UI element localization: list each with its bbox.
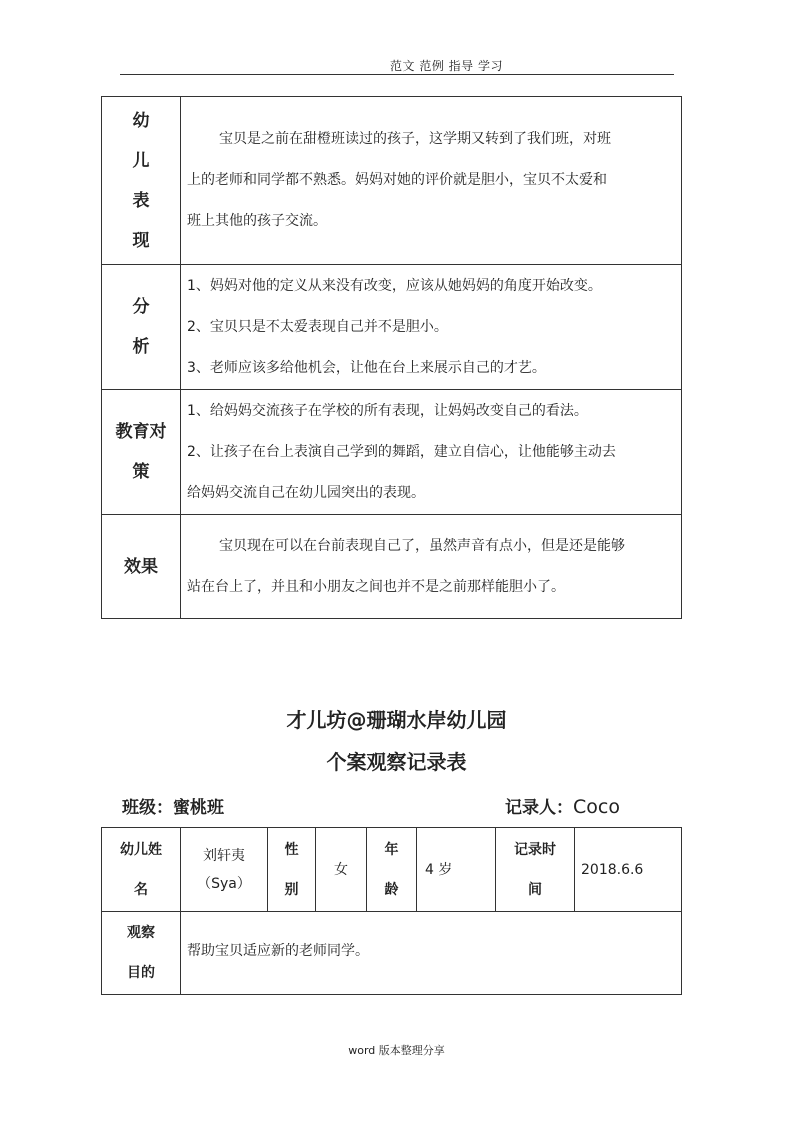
age-value: 4 岁	[417, 828, 496, 912]
gender-value: 女	[316, 828, 367, 912]
form-title: 个案观察记录表	[326, 750, 467, 774]
row-label-analysis: 分 析	[102, 265, 181, 390]
record-table	[101, 827, 682, 995]
page-footer-text: word 版本整理分享	[348, 1044, 445, 1057]
page-header-text: 范文 范例 指导 学习	[390, 59, 503, 73]
row-label-effect: 效果	[102, 515, 181, 619]
purpose-value: 帮助宝贝适应新的老师同学。	[181, 912, 682, 995]
text-line: 站在台上了，并且和小朋友之间也并不是之前那样能胆小了。	[187, 578, 565, 595]
observation-table	[101, 96, 682, 619]
table-row	[102, 265, 682, 390]
gender-label: 性 别	[268, 828, 316, 912]
table-row	[102, 515, 682, 619]
row-content-effect	[181, 515, 682, 619]
text-line: 宝贝是之前在甜橙班读过的孩子，这学期又转到了我们班，对班	[219, 131, 611, 147]
text-line: 班上其他的孩子交流。	[187, 213, 327, 229]
purpose-label: 观察 目的	[102, 912, 181, 995]
recorder-label: 记录人：	[505, 798, 573, 818]
text-line: 上的老师和同学都不熟悉。妈妈对她的评价就是胆小，宝贝不太爱和	[187, 172, 607, 188]
row-content-strategy	[181, 390, 682, 515]
text-line: 3、老师应该多给他机会，让他在台上来展示自己的才艺。	[187, 359, 546, 376]
class-info	[122, 793, 224, 818]
row-content-performance	[181, 97, 682, 265]
table-row	[102, 912, 682, 995]
date-value: 2018.6.6	[575, 828, 682, 912]
header-rule	[120, 74, 674, 75]
text-line: 2、宝贝只是不太爱表现自己并不是胆小。	[187, 318, 448, 335]
table-row	[102, 390, 682, 515]
class-value: 蜜桃班	[173, 798, 224, 818]
row-label-performance: 幼 儿 表 现	[102, 97, 181, 265]
name-label: 幼儿姓 名	[102, 828, 181, 912]
table-row	[102, 828, 682, 912]
row-content-analysis	[181, 265, 682, 390]
recorder-info	[505, 793, 620, 818]
kindergarten-title: 才儿坊@珊瑚水岸幼儿园	[286, 708, 507, 732]
class-label: 班级：	[122, 798, 173, 818]
date-label: 记录时 间	[496, 828, 575, 912]
recorder-value: Coco	[573, 796, 620, 818]
age-label: 年 龄	[367, 828, 417, 912]
text-line: 宝贝现在可以在台前表现自己了，虽然声音有点小，但是还是能够	[219, 537, 625, 554]
text-line: 给妈妈交流自己在幼儿园突出的表现。	[187, 484, 425, 501]
text-line: 1、给妈妈交流孩子在学校的所有表现，让妈妈改变自己的看法。	[187, 402, 588, 419]
text-line: 2、让孩子在台上表演自己学到的舞蹈，建立自信心，让他能够主动去	[187, 443, 616, 460]
row-label-strategy: 教育对 策	[102, 390, 181, 515]
table-row	[102, 97, 682, 265]
text-line: 1、妈妈对他的定义从来没有改变，应该从她妈妈的角度开始改变。	[187, 277, 602, 294]
name-value: 刘轩夷 （Sya）	[181, 828, 268, 912]
